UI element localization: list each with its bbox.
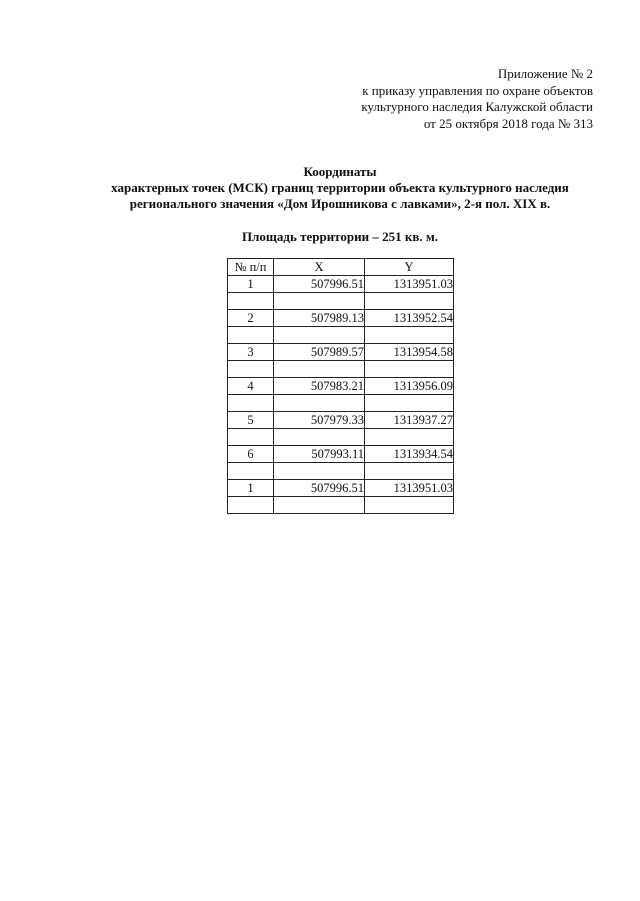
point-number-cell <box>228 395 274 412</box>
x-coordinate-cell: 507993.11 <box>274 446 365 463</box>
table-row <box>228 446 454 463</box>
point-number-cell <box>228 463 274 480</box>
x-coordinate-cell <box>274 327 365 344</box>
y-coordinate-cell <box>365 327 454 344</box>
order-date-number: от 25 октября 2018 года № 313 <box>423 115 593 131</box>
point-number-cell <box>228 429 274 446</box>
y-coordinate-cell <box>365 395 454 412</box>
table-header-row <box>228 259 454 276</box>
table-row <box>228 463 454 480</box>
x-coordinate-cell <box>274 463 365 480</box>
table-row <box>228 429 454 446</box>
title-line-2: характерных точек (МСК) границ территории объекта культурного наследия <box>111 180 569 195</box>
x-coordinate-cell: 507989.13 <box>274 310 365 327</box>
y-coordinate-cell: 1313954.58 <box>365 344 454 361</box>
point-number-cell <box>228 361 274 378</box>
column-header-number: № п/п <box>228 259 274 276</box>
table-row <box>228 378 454 395</box>
point-number-cell <box>228 293 274 310</box>
x-coordinate-cell <box>274 293 365 310</box>
y-coordinate-cell: 1313934.54 <box>365 446 454 463</box>
point-number-cell: 1 <box>228 276 274 293</box>
y-coordinate-cell: 1313951.03 <box>365 276 454 293</box>
appendix-header <box>361 66 593 132</box>
column-header-y: Y <box>365 259 454 276</box>
table-row <box>228 480 454 497</box>
table-row <box>228 293 454 310</box>
order-reference: к приказу управления по охране объектов <box>362 82 593 98</box>
y-coordinate-cell <box>365 463 454 480</box>
y-coordinate-cell: 1313951.03 <box>365 480 454 497</box>
x-coordinate-cell: 507996.51 <box>274 276 365 293</box>
y-coordinate-cell <box>365 361 454 378</box>
column-header-x: X <box>274 259 365 276</box>
point-number-cell <box>228 327 274 344</box>
table-row <box>228 395 454 412</box>
x-coordinate-cell: 507996.51 <box>274 480 365 497</box>
point-number-cell: 2 <box>228 310 274 327</box>
table-row <box>228 344 454 361</box>
appendix-number: Приложение № 2 <box>497 66 593 81</box>
table-row <box>228 327 454 344</box>
y-coordinate-cell: 1313937.27 <box>365 412 454 429</box>
title-line-3: регионального значения «Дом Ирошникова с лавками», 2-я пол. XIX в. <box>129 196 551 211</box>
document-title <box>60 164 620 212</box>
point-number-cell: 6 <box>228 446 274 463</box>
coordinates-body <box>228 276 454 514</box>
x-coordinate-cell: 507983.21 <box>274 378 365 395</box>
issuing-authority: культурного наследия Калужской области <box>361 99 593 114</box>
x-coordinate-cell <box>274 497 365 514</box>
territory-area: Площадь территории – 251 кв. м. <box>242 229 438 244</box>
table-row <box>228 276 454 293</box>
title-line-1: Координаты <box>303 164 377 179</box>
point-number-cell: 3 <box>228 344 274 361</box>
y-coordinate-cell <box>365 293 454 310</box>
x-coordinate-cell <box>274 395 365 412</box>
table-row <box>228 412 454 429</box>
table-row <box>228 497 454 514</box>
y-coordinate-cell: 1313956.09 <box>365 378 454 395</box>
point-number-cell: 1 <box>228 480 274 497</box>
coordinates-table <box>227 258 454 514</box>
y-coordinate-cell <box>365 429 454 446</box>
x-coordinate-cell <box>274 361 365 378</box>
y-coordinate-cell <box>365 497 454 514</box>
point-number-cell <box>228 497 274 514</box>
table-row <box>228 310 454 327</box>
x-coordinate-cell <box>274 429 365 446</box>
point-number-cell: 5 <box>228 412 274 429</box>
table-row <box>228 361 454 378</box>
y-coordinate-cell: 1313952.54 <box>365 310 454 327</box>
x-coordinate-cell: 507989.57 <box>274 344 365 361</box>
point-number-cell: 4 <box>228 378 274 395</box>
x-coordinate-cell: 507979.33 <box>274 412 365 429</box>
